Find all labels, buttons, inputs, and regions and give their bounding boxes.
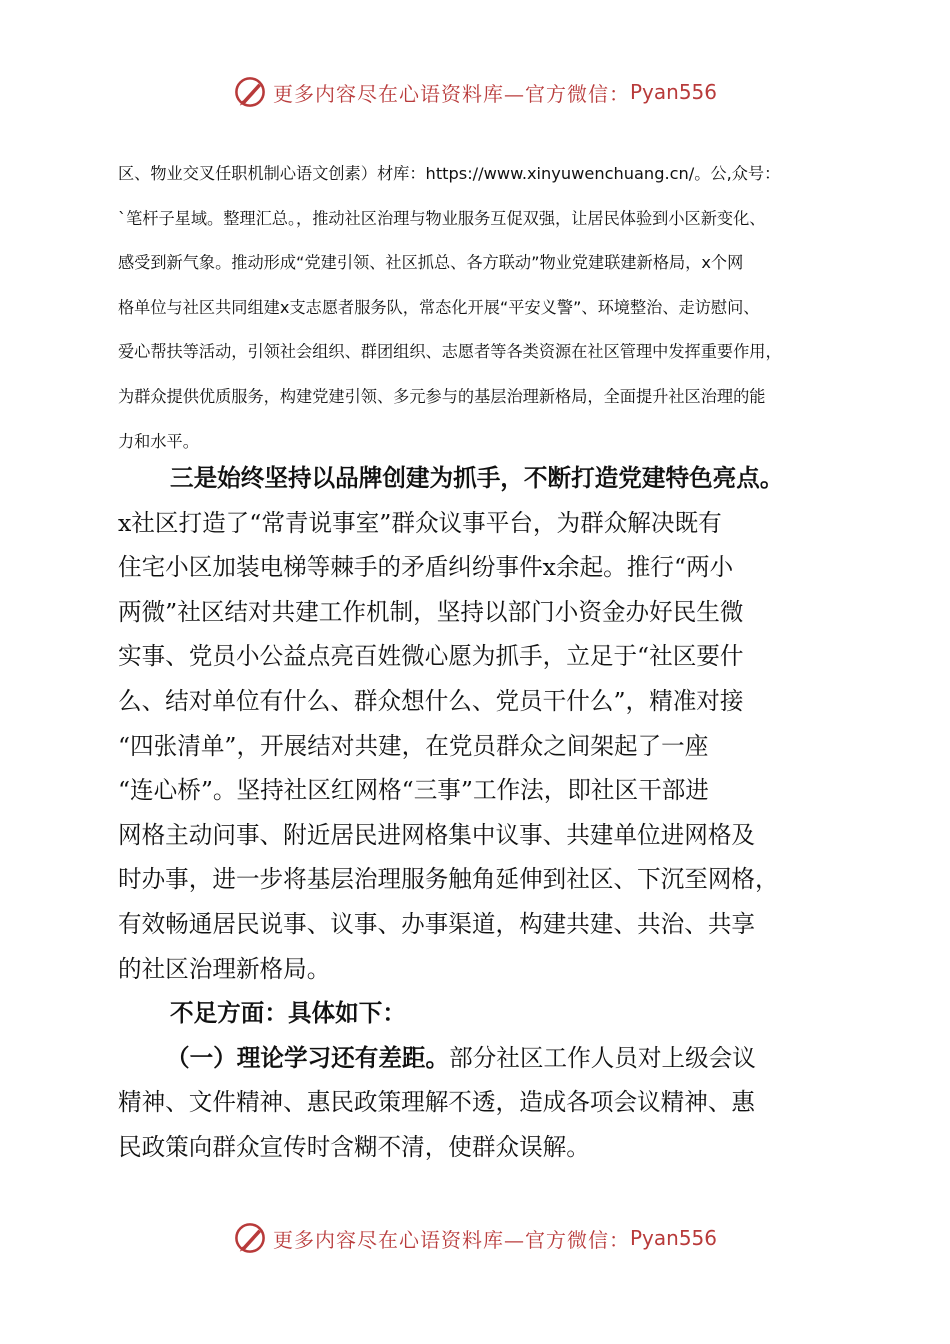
intro-paragraph: [118, 152, 838, 464]
pen-logo-icon: [233, 75, 267, 109]
watermark-wechat-id: Pyan556: [629, 1226, 717, 1250]
header-watermark: [0, 72, 950, 112]
item1-first-line: [118, 1036, 838, 1081]
text-line: 的社区治理新格局。: [118, 954, 331, 983]
footer-watermark: [0, 1218, 950, 1258]
text-line: `笔杆子星域。整理汇总。，推动社区治理与物业服务互促双强，让居民体验到小区新变化、: [118, 208, 766, 228]
watermark-wechat-id: Pyan556: [629, 80, 717, 104]
text-line: 住宅小区加装电梯等棘手的矛盾纠纷事件x余起。推行“两小: [118, 553, 734, 582]
text-line: 两微”社区结对共建工作机制，坚持以部门小资金办好民生微: [118, 597, 744, 626]
text-line: “连心桥”。坚持社区红网格“三事”工作法，即社区干部进: [118, 776, 709, 805]
text-line: 区、物业交叉任职机制心语文创素）材库：https://www.xinyuwenchuang.cn/。公,众号：: [118, 164, 781, 183]
text-line: 为群众提供优质服务，构建党建引领、多元参与的基层治理新格局，全面提升社区治理的能: [118, 386, 766, 406]
text-line: 么、结对单位有什么、群众想什么、党员干什么”，精准对接: [118, 686, 744, 715]
section3-heading: 三是始终坚持以品牌创建为抓手，不断打造党建特色亮点。: [170, 464, 784, 492]
text-line: 实事、党员小公益点亮百姓微心愿为抓手，立足于“社区要什: [118, 642, 744, 671]
text-line: 有效畅通居民说事、议事、办事渠道，构建共建、共治、共享: [118, 909, 756, 938]
item1-text: 部分社区工作人员对上级会议: [449, 1043, 756, 1072]
body-section: [118, 456, 838, 1170]
text-line: 民政策向群众宣传时含糊不清，使群众误解。: [118, 1132, 590, 1161]
text-line: 格单位与社区共同组建x支志愿者服务队，常态化开展“平安义警”、环境整治、走访慰问、: [118, 297, 760, 317]
text-line: 时办事，进一步将基层治理服务触角延伸到社区、下沉至网格，: [118, 865, 779, 894]
text-line: 爱心帮扶等活动，引领社会组织、群团组织、志愿者等各类资源在社区管理中发挥重要作用，: [118, 342, 782, 362]
item1-title: （一）理论学习还有差距。: [166, 1043, 450, 1072]
watermark-text: 更多内容尽在心语资料库—官方微信：: [272, 1227, 630, 1252]
pen-logo-icon: [233, 1221, 267, 1255]
text-line: 精神、文件精神、惠民政策理解不透，造成各项会议精神、惠: [118, 1088, 756, 1117]
text-line: “四张清单”，开展结对共建，在党员群众之间架起了一座: [118, 731, 709, 760]
text-line: 网格主动问事、附近居民进网格集中议事、共建单位进网格及: [118, 820, 756, 849]
shortcomings-heading: 不足方面：具体如下：: [170, 999, 406, 1028]
watermark-text: 更多内容尽在心语资料库—官方微信：: [272, 81, 630, 106]
text-line: 感受到新气象。推动形成“党建引领、社区抓总、各方联动”物业党建联建新格局，x个网: [118, 253, 744, 273]
text-line: 力和水平。: [118, 431, 199, 451]
text-line: x社区打造了“常青说事室”群众议事平台，为群众解决既有: [118, 508, 722, 537]
